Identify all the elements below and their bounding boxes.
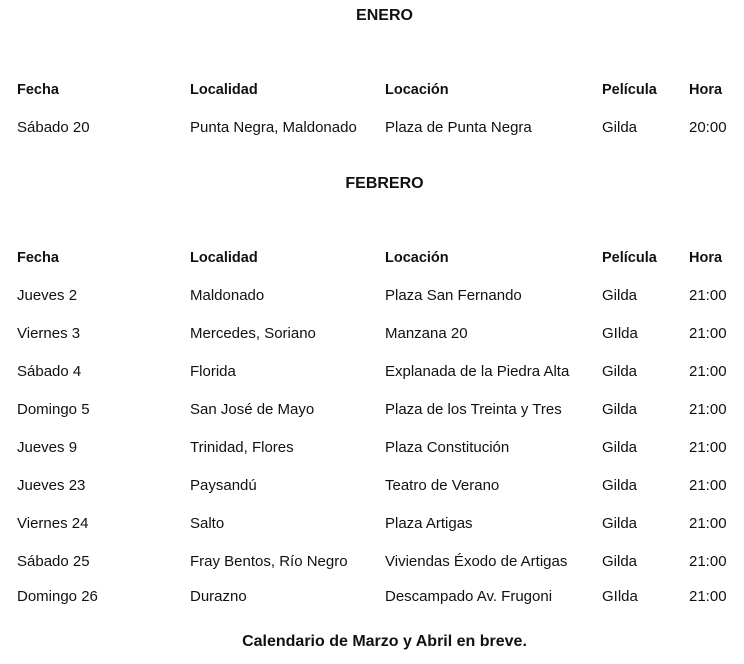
column-header-fecha: Fecha — [17, 250, 59, 266]
table-row — [8, 428, 740, 466]
column-header-fecha: Fecha — [17, 82, 59, 98]
column-header-localidad: Localidad — [190, 250, 258, 266]
cell-pelicula: Gilda — [602, 552, 638, 570]
column-header-hora: Hora — [689, 82, 723, 98]
column-header-pelicula: Película — [602, 250, 657, 266]
table-row — [8, 352, 740, 390]
cell-hora: 21:00 — [689, 400, 727, 418]
column-header-locacion: Locación — [385, 250, 449, 266]
cell-hora: 21:00 — [689, 587, 727, 605]
table-row — [8, 390, 740, 428]
cell-pelicula: Gilda — [602, 118, 638, 136]
cell-locacion: Manzana 20 — [385, 324, 468, 342]
footer-note: Calendario de Marzo y Abril en breve. — [242, 633, 527, 650]
cell-localidad: Durazno — [190, 587, 247, 605]
cell-locacion: Viviendas Éxodo de Artigas — [385, 552, 568, 570]
table-row — [8, 108, 740, 146]
table-row — [8, 276, 740, 314]
cell-fecha: Jueves 9 — [17, 438, 78, 456]
cell-fecha: Viernes 24 — [17, 514, 89, 532]
cell-hora: 21:00 — [689, 324, 727, 342]
cell-locacion: Plaza de Punta Negra — [385, 118, 532, 136]
cell-pelicula: GIlda — [602, 587, 638, 605]
cell-localidad: Trinidad, Flores — [190, 438, 294, 456]
month-title-enero: ENERO — [356, 7, 413, 24]
cell-localidad: Salto — [190, 514, 225, 532]
cell-localidad: Florida — [190, 362, 236, 380]
table-row — [8, 580, 740, 612]
cell-pelicula: Gilda — [602, 362, 638, 380]
cell-pelicula: GIlda — [602, 324, 638, 342]
cell-locacion: Descampado Av. Frugoni — [385, 587, 553, 605]
column-header-locacion: Locación — [385, 82, 449, 98]
cell-fecha: Viernes 3 — [17, 324, 81, 342]
cell-pelicula: Gilda — [602, 438, 638, 456]
schedule-table-enero — [8, 72, 740, 146]
cell-localidad: San José de Mayo — [190, 400, 315, 418]
cell-locacion: Plaza Constitución — [385, 438, 510, 456]
cell-hora: 20:00 — [689, 118, 727, 136]
table-row — [8, 504, 740, 542]
cell-fecha: Sábado 25 — [17, 552, 90, 570]
cell-hora: 21:00 — [689, 438, 727, 456]
cell-localidad: Paysandú — [190, 476, 257, 494]
cell-locacion: Teatro de Verano — [385, 476, 500, 494]
table-row — [8, 542, 740, 580]
cell-pelicula: Gilda — [602, 476, 638, 494]
cell-pelicula: Gilda — [602, 400, 638, 418]
cell-localidad: Punta Negra, Maldonado — [190, 118, 357, 136]
cell-fecha: Domingo 5 — [17, 400, 90, 418]
column-header-localidad: Localidad — [190, 82, 258, 98]
cell-localidad: Fray Bentos, Río Negro — [190, 552, 348, 570]
cell-localidad: Maldonado — [190, 286, 265, 304]
cell-fecha: Jueves 23 — [17, 476, 86, 494]
cell-locacion: Plaza de los Treinta y Tres — [385, 400, 562, 418]
table-header-row — [8, 240, 740, 276]
cell-hora: 21:00 — [689, 286, 727, 304]
schedule-table-febrero — [8, 240, 740, 612]
table-row — [8, 466, 740, 504]
month-title-febrero: FEBRERO — [345, 175, 424, 192]
cell-hora: 21:00 — [689, 552, 727, 570]
column-header-hora: Hora — [689, 250, 723, 266]
cell-locacion: Plaza San Fernando — [385, 286, 522, 304]
cell-hora: 21:00 — [689, 476, 727, 494]
cell-pelicula: Gilda — [602, 514, 638, 532]
cell-fecha: Domingo 26 — [17, 587, 98, 605]
cell-pelicula: Gilda — [602, 286, 638, 304]
cell-locacion: Explanada de la Piedra Alta — [385, 362, 570, 380]
table-header-row — [8, 72, 740, 108]
cell-hora: 21:00 — [689, 362, 727, 380]
cell-localidad: Mercedes, Soriano — [190, 324, 316, 342]
table-row — [8, 314, 740, 352]
cell-fecha: Jueves 2 — [17, 286, 78, 304]
cell-hora: 21:00 — [689, 514, 727, 532]
cell-fecha: Sábado 4 — [17, 362, 82, 380]
cell-fecha: Sábado 20 — [17, 118, 90, 136]
cell-locacion: Plaza Artigas — [385, 514, 473, 532]
column-header-pelicula: Película — [602, 82, 657, 98]
